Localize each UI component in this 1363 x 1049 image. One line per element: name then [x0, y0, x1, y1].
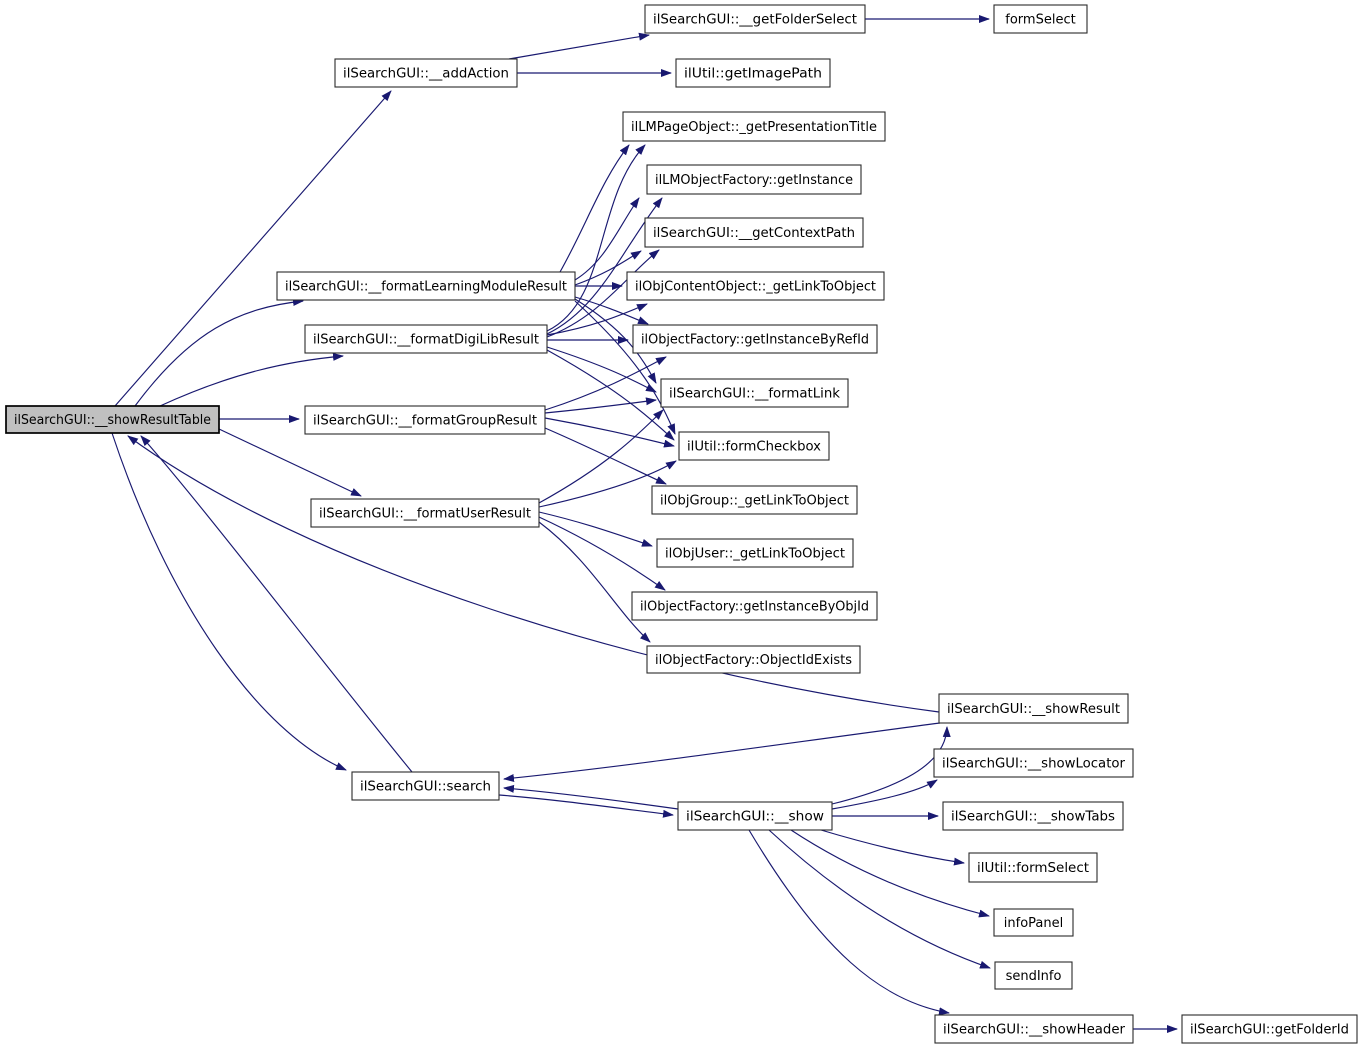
node-label-showLocator: ilSearchGUI::__showLocator: [942, 756, 1126, 772]
node-presentationTitle[interactable]: [623, 112, 885, 141]
node-refId[interactable]: [633, 325, 877, 353]
edge-showResultTable-to-formatDigiLib: [160, 356, 343, 406]
node-getContextPath[interactable]: [645, 218, 863, 247]
node-showResult[interactable]: [939, 694, 1128, 723]
edge-formatDigiLib-to-presentationTitle: [547, 145, 645, 331]
node-formSelectTop[interactable]: [994, 5, 1087, 33]
node-getFolderSelect[interactable]: [645, 5, 865, 33]
node-objUserLink[interactable]: [657, 539, 853, 567]
node-label-formatDigiLib: ilSearchGUI::__formatDigiLibResult: [313, 332, 539, 348]
node-label-objIdInstance: ilObjectFactory::getInstanceByObjId: [640, 599, 869, 615]
edge-addAction-to-getFolderSelect: [509, 35, 649, 59]
node-label-formSelectTop: formSelect: [1005, 12, 1076, 28]
edge-formatGroup-to-formatLink: [545, 400, 656, 413]
node-label-sendInfo: sendInfo: [1005, 969, 1062, 984]
node-label-showResult: ilSearchGUI::__showResult: [947, 702, 1120, 717]
node-showResultTable[interactable]: [6, 406, 219, 433]
edge-formatLM-to-lmGetInstance: [575, 198, 639, 280]
node-label-formSelect2: ilUtil::formSelect: [977, 861, 1089, 876]
edge-show-to-formSelect2: [821, 830, 964, 863]
edge-formatLM-to-presentationTitle: [560, 145, 629, 272]
node-formatUser[interactable]: [311, 499, 539, 527]
node-lmGetInstance[interactable]: [647, 165, 861, 194]
node-label-getFolderSelect: ilSearchGUI::__getFolderSelect: [653, 12, 857, 28]
edge-formatGroup-to-objGroupLink: [545, 428, 666, 484]
edge-formatUser-to-objUserLink: [539, 512, 652, 546]
node-addAction[interactable]: [335, 59, 517, 87]
node-formatGroup[interactable]: [305, 406, 545, 434]
edge-show-to-sendInfo: [769, 830, 990, 968]
node-label-addAction: ilSearchGUI::__addAction: [343, 66, 509, 82]
node-getImagePath[interactable]: [676, 59, 830, 87]
node-label-formatLink: ilSearchGUI::__formatLink: [669, 386, 841, 402]
node-label-showTabs: ilSearchGUI::__showTabs: [951, 809, 1116, 825]
node-label-formatUser: ilSearchGUI::__formatUserResult: [319, 506, 531, 522]
node-objGroupLink[interactable]: [652, 486, 857, 514]
edge-showResult-to-search: [504, 723, 940, 779]
node-label-getFolderId: ilSearchGUI::getFolderId: [1190, 1022, 1349, 1038]
node-infoPanel[interactable]: [994, 909, 1073, 936]
node-label-show: ilSearchGUI::__show: [686, 809, 825, 825]
node-getFolderId[interactable]: [1182, 1015, 1357, 1043]
edge-showResultTable-to-search: [112, 433, 346, 770]
node-search[interactable]: [352, 772, 499, 800]
node-label-formatGroup: ilSearchGUI::__formatGroupResult: [313, 413, 537, 429]
node-label-objGroupLink: ilObjGroup::_getLinkToObject: [660, 493, 849, 509]
node-label-formCheckbox: ilUtil::formCheckbox: [687, 439, 822, 455]
edge-show-to-showLocator: [832, 780, 937, 809]
node-showTabs[interactable]: [943, 802, 1123, 830]
edge-formatLM-to-formCheckbox: [575, 301, 675, 434]
node-label-getImagePath: ilUtil::getImagePath: [684, 66, 822, 82]
node-layer: [6, 5, 1357, 1043]
node-label-showResultTable: ilSearchGUI::__showResultTable: [14, 413, 212, 428]
node-objContentLink[interactable]: [627, 272, 884, 300]
node-show[interactable]: [678, 802, 832, 830]
node-showHeader[interactable]: [935, 1015, 1133, 1043]
node-label-presentationTitle: ilLMPageObject::_getPresentationTitle: [631, 120, 877, 135]
node-label-getContextPath: ilSearchGUI::__getContextPath: [653, 226, 855, 241]
edge-show-to-showResult: [832, 727, 947, 804]
edge-formatDigiLib-to-formatLink: [547, 347, 656, 392]
node-showLocator[interactable]: [934, 749, 1133, 777]
node-formatLink[interactable]: [661, 379, 848, 407]
edge-formatUser-to-objIdInstance: [539, 517, 665, 590]
edge-show-to-showHeader: [749, 830, 949, 1013]
edge-showResultTable-to-formatUser: [219, 429, 361, 496]
edge-showResultTable-to-formatLM: [135, 301, 303, 406]
edge-formatUser-to-formatLink: [539, 410, 663, 503]
node-objIdInstance[interactable]: [632, 592, 877, 620]
node-label-refId: ilObjectFactory::getInstanceByRefId: [641, 332, 869, 348]
edge-showResultTable-to-addAction: [115, 91, 391, 406]
node-formatDigiLib[interactable]: [305, 325, 547, 353]
edge-show-to-search: [504, 788, 678, 809]
node-formCheckbox[interactable]: [679, 432, 829, 460]
node-label-formatLM: ilSearchGUI::__formatLearningModuleResult: [285, 279, 567, 295]
node-label-objContentLink: ilObjContentObject::_getLinkToObject: [635, 279, 876, 295]
edge-show-to-infoPanel: [791, 830, 989, 916]
node-label-lmGetInstance: ilLMObjectFactory::getInstance: [655, 173, 853, 188]
node-label-objUserLink: ilObjUser::_getLinkToObject: [665, 546, 845, 562]
node-label-infoPanel: infoPanel: [1003, 916, 1064, 931]
node-label-search: ilSearchGUI::search: [360, 779, 491, 795]
node-label-objIdExists: ilObjectFactory::ObjectIdExists: [655, 653, 853, 668]
node-formatLM[interactable]: [277, 272, 575, 300]
node-objIdExists[interactable]: [647, 646, 860, 673]
node-label-showHeader: ilSearchGUI::__showHeader: [943, 1022, 1126, 1038]
node-sendInfo[interactable]: [995, 962, 1072, 989]
node-formSelect2[interactable]: [969, 853, 1097, 882]
